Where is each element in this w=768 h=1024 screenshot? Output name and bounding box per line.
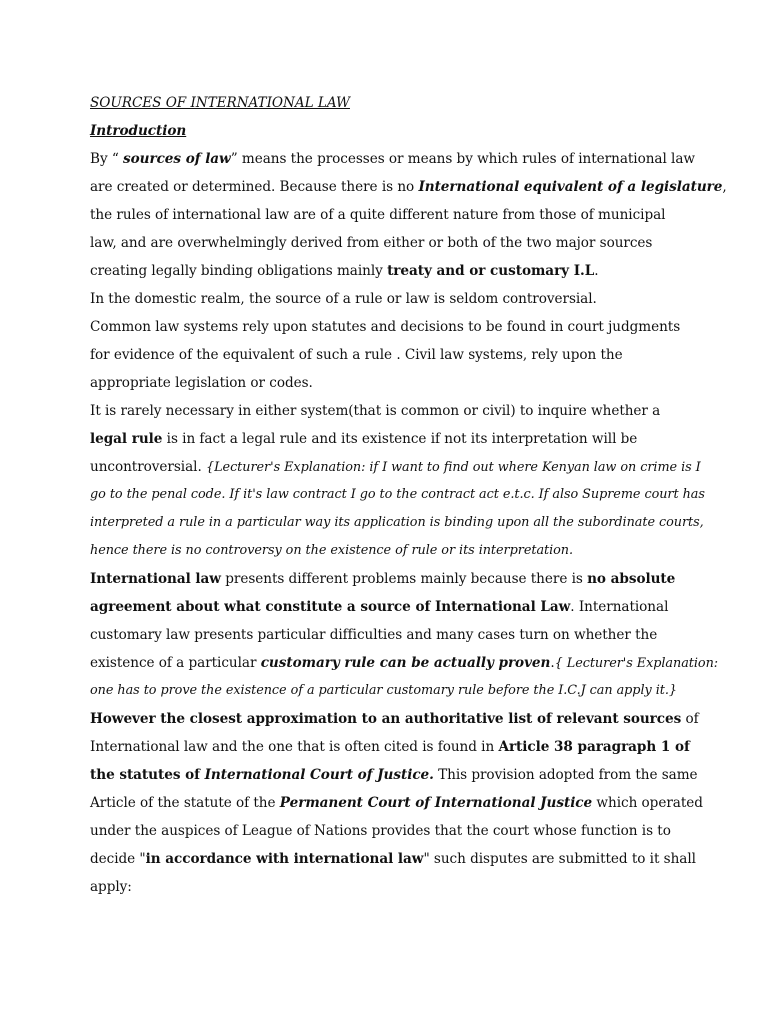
text-run: one has to prove the existence of a particular customary rule before the I.C.J can apply it.} (90, 683, 677, 698)
body-line (90, 705, 730, 733)
text-run: go to the penal code. If it's law contract I go to the contract act e.t.c. If also Supreme court has (90, 487, 705, 502)
body-line (90, 257, 730, 285)
text-run: apply: (90, 879, 132, 895)
body-line (90, 145, 730, 173)
text-run: hence there is no controversy on the existence of rule or its interpretation. (90, 543, 574, 558)
lecturer-note: { Lecturer's Explanation: (554, 656, 719, 671)
text-run: the rules of international law are of a quite different nature from those of municipal (90, 207, 666, 223)
text-run: Common law systems rely upon statutes and decisions to be found in court judgments (90, 319, 681, 335)
text-run: of (681, 711, 699, 727)
text-run: customary law presents particular difficulties and many cases turn on whether the (90, 627, 658, 643)
text-run: By “ (90, 151, 124, 167)
text-run: law, and are overwhelmingly derived from either or both of the two major sources (90, 235, 653, 251)
body-line (90, 649, 730, 677)
text-run: uncontroversial. (90, 459, 206, 475)
text-run: creating legally binding obligations mainly (90, 263, 388, 279)
body-line (90, 621, 730, 649)
body-line (90, 789, 730, 817)
title-text: SOURCES OF INTERNATIONAL LAW (90, 95, 350, 111)
text-run: in accordance with international law (145, 851, 424, 867)
section-heading-text: Introduction (90, 123, 187, 139)
body-line (90, 369, 730, 397)
body-line (90, 733, 730, 761)
text-run: agreement about what constitute a source of International Law (90, 599, 571, 615)
document-body (90, 89, 730, 901)
body-line (90, 873, 730, 901)
text-run: is in fact a legal rule and its existence if not its interpretation will be (162, 431, 638, 447)
text-run: which operated (592, 795, 703, 811)
lecturer-note-line (90, 537, 730, 565)
text-run: ” means the processes or means by which rules of international law (230, 151, 695, 167)
body-line (90, 173, 730, 201)
text-run: International law and the one that is often cited is found in (90, 739, 499, 755)
document-title (90, 89, 730, 117)
text-run: existence of a particular (90, 655, 261, 671)
text-run: This provision adopted from the same (433, 767, 698, 783)
text-run: , (722, 179, 727, 195)
body-line (90, 313, 730, 341)
body-line (90, 593, 730, 621)
text-run: International law (90, 571, 221, 587)
text-run: no absolute (587, 571, 676, 587)
body-line (90, 201, 730, 229)
text-run: Article of the statute of the (90, 795, 280, 811)
body-line (90, 817, 730, 845)
text-run: decide " (90, 851, 146, 867)
text-run: Permanent Court of International Justice (279, 795, 593, 811)
text-run: presents different problems mainly because there is (220, 571, 588, 587)
text-run: International Court of Justice. (204, 767, 434, 783)
body-line (90, 229, 730, 257)
text-run: the statutes of (90, 767, 205, 783)
text-run: International equivalent of a legislature (418, 179, 723, 195)
text-run: In the domestic realm, the source of a rule or law is seldom controversial. (90, 291, 597, 307)
body-line (90, 397, 730, 425)
text-run: . International (570, 599, 669, 615)
lecturer-note-line (90, 509, 730, 537)
text-run: for evidence of the equivalent of such a rule . Civil law systems, rely upon the (90, 347, 623, 363)
body-line (90, 761, 730, 789)
text-run: treaty and or customary I.L (387, 263, 595, 279)
text-run: . (594, 263, 599, 279)
text-run: under the auspices of League of Nations provides that the court whose function is to (90, 823, 671, 839)
text-run: customary rule can be actually proven (260, 655, 551, 671)
text-run: legal rule (90, 431, 163, 447)
body-line (90, 453, 730, 481)
text-run: " such disputes are submitted to it shall (423, 851, 696, 867)
body-line (90, 285, 730, 313)
body-line (90, 341, 730, 369)
lecturer-note-line (90, 677, 730, 705)
section-heading (90, 117, 730, 145)
text-run: sources of law (123, 151, 231, 167)
text-run: . (550, 655, 555, 671)
text-run: interpreted a rule in a particular way its application is binding upon all the subordinate courts, (90, 515, 704, 530)
body-line (90, 845, 730, 873)
body-line (90, 565, 730, 593)
text-run: are created or determined. Because there is no (90, 179, 419, 195)
text-run: It is rarely necessary in either system(that is common or civil) to inquire whether a (90, 403, 661, 419)
text-run: appropriate legislation or codes. (90, 375, 313, 391)
text-run: However the closest approximation to an authoritative list of relevant sources (90, 711, 682, 727)
lecturer-note: {Lecturer's Explanation: if I want to find out where Kenyan law on crime is I (206, 460, 701, 475)
text-run: Article 38 paragraph 1 of (498, 739, 690, 755)
body-line (90, 425, 730, 453)
lecturer-note-line (90, 481, 730, 509)
